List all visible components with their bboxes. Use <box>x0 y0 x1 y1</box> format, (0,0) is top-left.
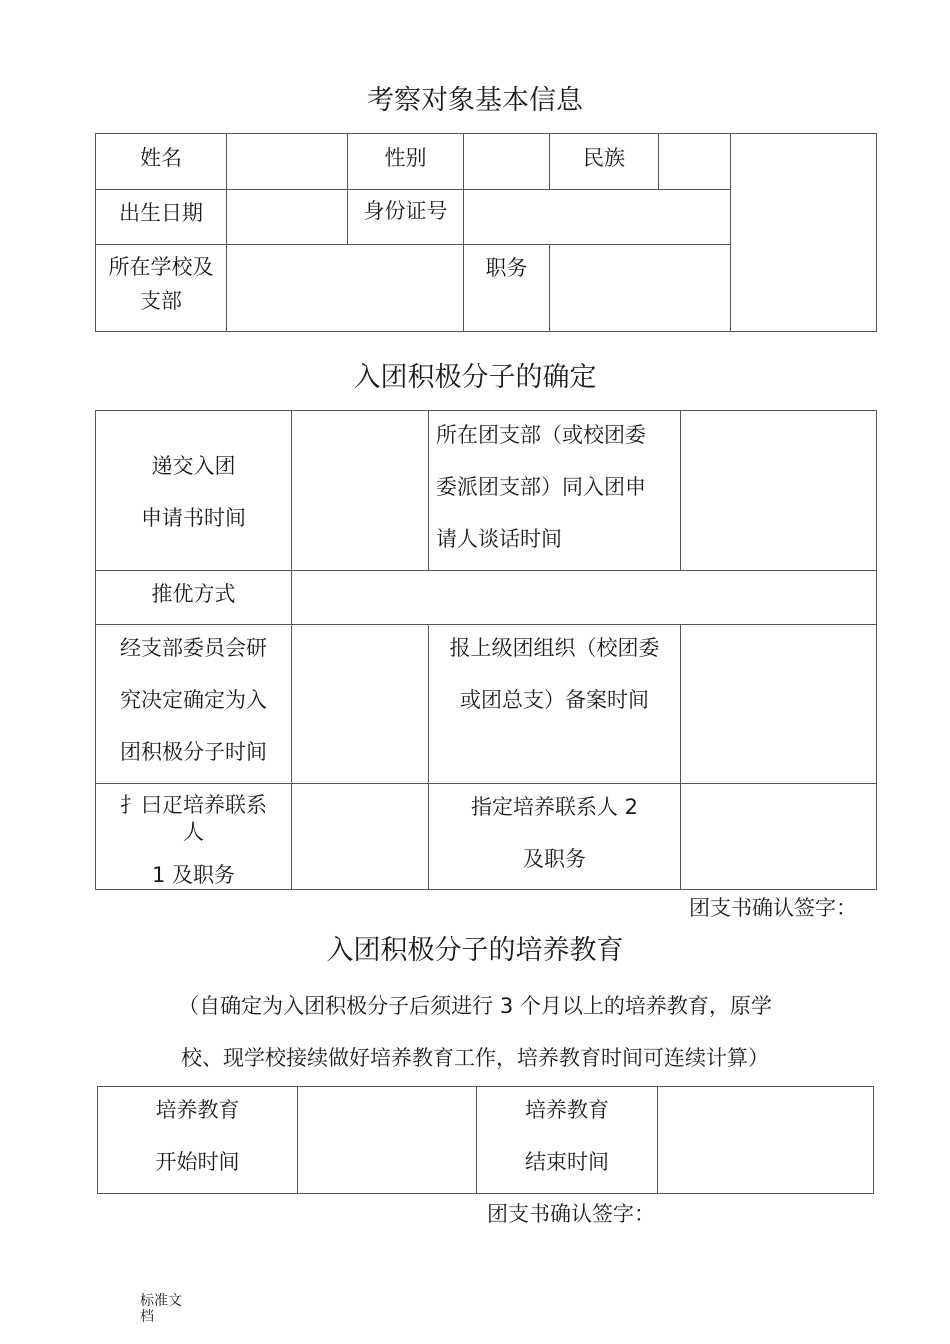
training-start-field[interactable] <box>298 1087 476 1193</box>
position-field[interactable] <box>550 245 730 331</box>
interview-time-field[interactable] <box>681 411 876 570</box>
submit-application-time-label: 递交入团 申请书时间 <box>141 454 246 530</box>
recommend-method-field[interactable] <box>292 571 876 624</box>
gender-field[interactable] <box>464 134 549 189</box>
interview-time-label: 所在团支部（或校团委 委派团支部）同入团申 请人谈话时间 <box>436 423 646 551</box>
ethnicity-field[interactable] <box>659 134 730 189</box>
filing-time-field[interactable] <box>681 625 876 783</box>
section1-title: 考察对象基本信息 <box>367 85 583 116</box>
footer-standard-document: 标准文 档 <box>140 1293 182 1325</box>
birth-date-label: 出生日期 <box>119 201 203 225</box>
school-branch-field[interactable] <box>227 245 463 331</box>
birth-date-field[interactable] <box>227 190 347 244</box>
training-end-label: 培养教育 结束时间 <box>525 1098 609 1174</box>
filing-time-label: 报上级团组织（校团委 或团总支）备案时间 <box>449 636 660 712</box>
gender-label: 性别 <box>384 146 427 170</box>
name-label: 姓名 <box>140 146 182 170</box>
name-field[interactable] <box>227 134 347 189</box>
branch-secretary-signature-1: 团支书确认签字： <box>689 896 857 920</box>
position-label: 职务 <box>485 256 528 280</box>
branch-secretary-signature-2: 团支书确认签字： <box>487 1202 655 1226</box>
id-number-field[interactable] <box>464 190 730 244</box>
contact-person-2-label: 指定培养联系人 2 及职务 <box>470 795 639 871</box>
training-start-label: 培养教育 开始时间 <box>155 1098 240 1174</box>
training-end-field[interactable] <box>658 1087 873 1193</box>
section2-title: 入团积极分子的确定 <box>353 362 597 393</box>
submit-application-time-field[interactable] <box>292 411 428 570</box>
photo-box[interactable] <box>731 134 876 331</box>
contact-person-1-label: 扌曰疋培养联系 人 1 及职务 <box>120 793 267 887</box>
section3-title: 入团积极分子的培养教育 <box>326 935 624 966</box>
school-branch-label: 所在学校及 支部 <box>108 255 214 313</box>
id-number-label: 身份证号 <box>363 199 448 223</box>
committee-decision-time-field[interactable] <box>292 625 428 783</box>
committee-decision-time-label: 经支部委员会研 究决定确定为入 团积极分子时间 <box>120 636 267 764</box>
contact-person-1-field[interactable] <box>292 784 428 889</box>
recommend-method-label: 推优方式 <box>151 582 236 606</box>
training-note-line-1: （自确定为入团积极分子后须进行 3 个月以上的培养教育，原学 <box>178 994 772 1018</box>
training-note-line-2: 校、现学校接续做好培养教育工作，培养教育时间可连续计算） <box>181 1046 769 1070</box>
contact-person-2-field[interactable] <box>681 784 876 889</box>
ethnicity-label: 民族 <box>583 146 625 170</box>
